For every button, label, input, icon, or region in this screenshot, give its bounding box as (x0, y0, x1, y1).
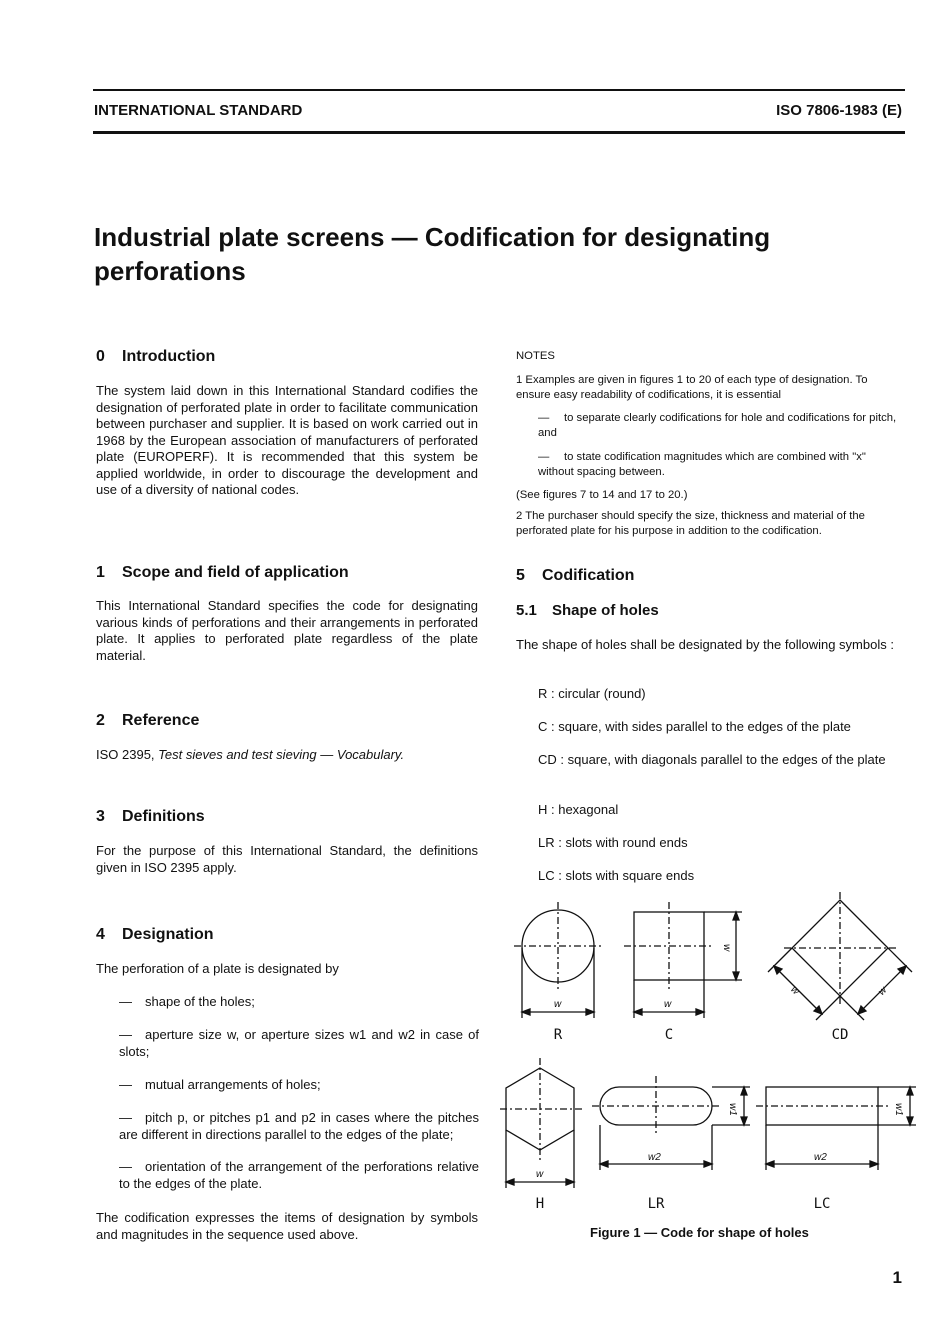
figure-label-r: R (553, 1027, 563, 1043)
dim-w: w (721, 944, 732, 952)
designation-item: — pitch p, or pitches p1 and p2 in cases where the pitches are different in directions parallel to the edges of the plate; (119, 1110, 479, 1142)
section-5-1-heading: 5.1 Shape of holes (516, 602, 659, 619)
symbol-item: R : circular (round) (538, 686, 646, 701)
designation-item: — mutual arrangements of holes; (119, 1077, 321, 1092)
symbol-item: C : square, with sides parallel to the edges of the plate (538, 719, 851, 734)
symbol-item: LC : slots with square ends (538, 868, 695, 883)
note-1: 1 Examples are given in figures 1 to 20 of each type of designation. To ensure easy readability of codifications, it is essential (516, 374, 868, 401)
section-0-heading: 0 Introduction (96, 348, 216, 365)
figure-label-lr: LR (647, 1196, 665, 1212)
symbol-item: H : hexagonal (538, 802, 619, 817)
figure-label-c: C (664, 1027, 674, 1043)
shape-c-square (624, 902, 742, 1018)
shape-cd-diamond (768, 892, 912, 1020)
dim-w: w (536, 1169, 544, 1180)
note-1-item: — to separate clearly codifications for hole and codifications for pitch, and (538, 412, 897, 439)
dim-w1: w1 (727, 1103, 738, 1116)
figure-label-h: H (535, 1196, 545, 1212)
figure-label-lc: LC (813, 1196, 831, 1212)
shape-r-circle (514, 902, 602, 1018)
dim-w2: w2 (814, 1152, 827, 1163)
page-number: 1 (892, 1268, 902, 1287)
header-rule (93, 131, 905, 134)
note-1-see: (See figures 7 to 14 and 17 to 20.) (516, 489, 688, 501)
dim-w1: w1 (893, 1103, 904, 1116)
symbol-item: LR : slots with round ends (538, 835, 688, 850)
shape-h-hexagon (500, 1058, 582, 1188)
figure-1-drawing (500, 890, 920, 1220)
dim-w2: w2 (648, 1152, 661, 1163)
section-5-heading: 5 Codification (516, 567, 635, 584)
symbol-item: CD : square, with diagonals parallel to the edges of the plate (538, 752, 886, 767)
reference-title: Test sieves and test sieving — Vocabulary. (158, 747, 405, 762)
figure-caption: Figure 1 — Code for shape of holes (590, 1225, 809, 1240)
section-2-heading: 2 Reference (96, 712, 200, 729)
dim-w: w (788, 984, 802, 998)
dim-w: w (664, 999, 672, 1010)
section-4-closing: The codification expresses the items of designation by symbols and magnitudes in the sequence used above. (96, 1210, 478, 1242)
page-title: Industrial plate screens — Codification for designating perforations (94, 222, 771, 286)
section-3-body: For the purpose of this International Standard, the definitions given in ISO 2395 apply. (96, 843, 478, 875)
figure-label-cd: CD (831, 1027, 849, 1043)
dim-w: w (554, 999, 562, 1010)
section-1-body: This International Standard specifies the code for designating various kinds of perforations and their arrangements in perforated plate. It applies to perforated plate regardless of the plate material. (96, 598, 478, 663)
designation-item: — orientation of the arrangement of the perforations relative to the edges of the plate. (119, 1159, 479, 1191)
header-left: INTERNATIONAL STANDARD (94, 102, 303, 119)
note-2: 2 The purchaser should specify the size, thickness and material of the perforated plate for his purpose in addition to the codification. (516, 510, 865, 537)
note-1-item: — to state codification magnitudes which are combined with "x" without spacing between. (538, 451, 866, 478)
notes-heading: NOTES (516, 350, 555, 362)
section-0-body: The system laid down in this International Standard codifies the designation of perforated plate in order to facilitate communication between purchaser and supplier. It is based on work carried out in 1968 by the European association of manufacturers of perforated plate (EUROPERF). It is recommended that this system be applied worldwide, in order to discourage the development and use of a diversity of national codes. (96, 383, 478, 497)
section-4-intro: The perforation of a plate is designated by (96, 961, 339, 976)
top-rule (93, 89, 905, 91)
section-3-heading: 3 Definitions (96, 808, 205, 825)
designation-item: — shape of the holes; (119, 994, 255, 1009)
designation-item: — aperture size w, or aperture sizes w1 and w2 in case of slots; (119, 1027, 479, 1059)
section-2-body: ISO 2395, Test sieves and test sieving — Vocabulary. (96, 747, 405, 762)
shape-lc-slot (756, 1087, 916, 1170)
section-1-heading: 1 Scope and field of application (96, 564, 349, 581)
shape-lr-slot (592, 1076, 750, 1170)
header-right: ISO 7806-1983 (E) (776, 102, 902, 119)
dim-w: w (876, 984, 890, 998)
section-4-heading: 4 Designation (96, 926, 214, 943)
section-5-1-intro: The shape of holes shall be designated by the following symbols : (516, 637, 894, 652)
